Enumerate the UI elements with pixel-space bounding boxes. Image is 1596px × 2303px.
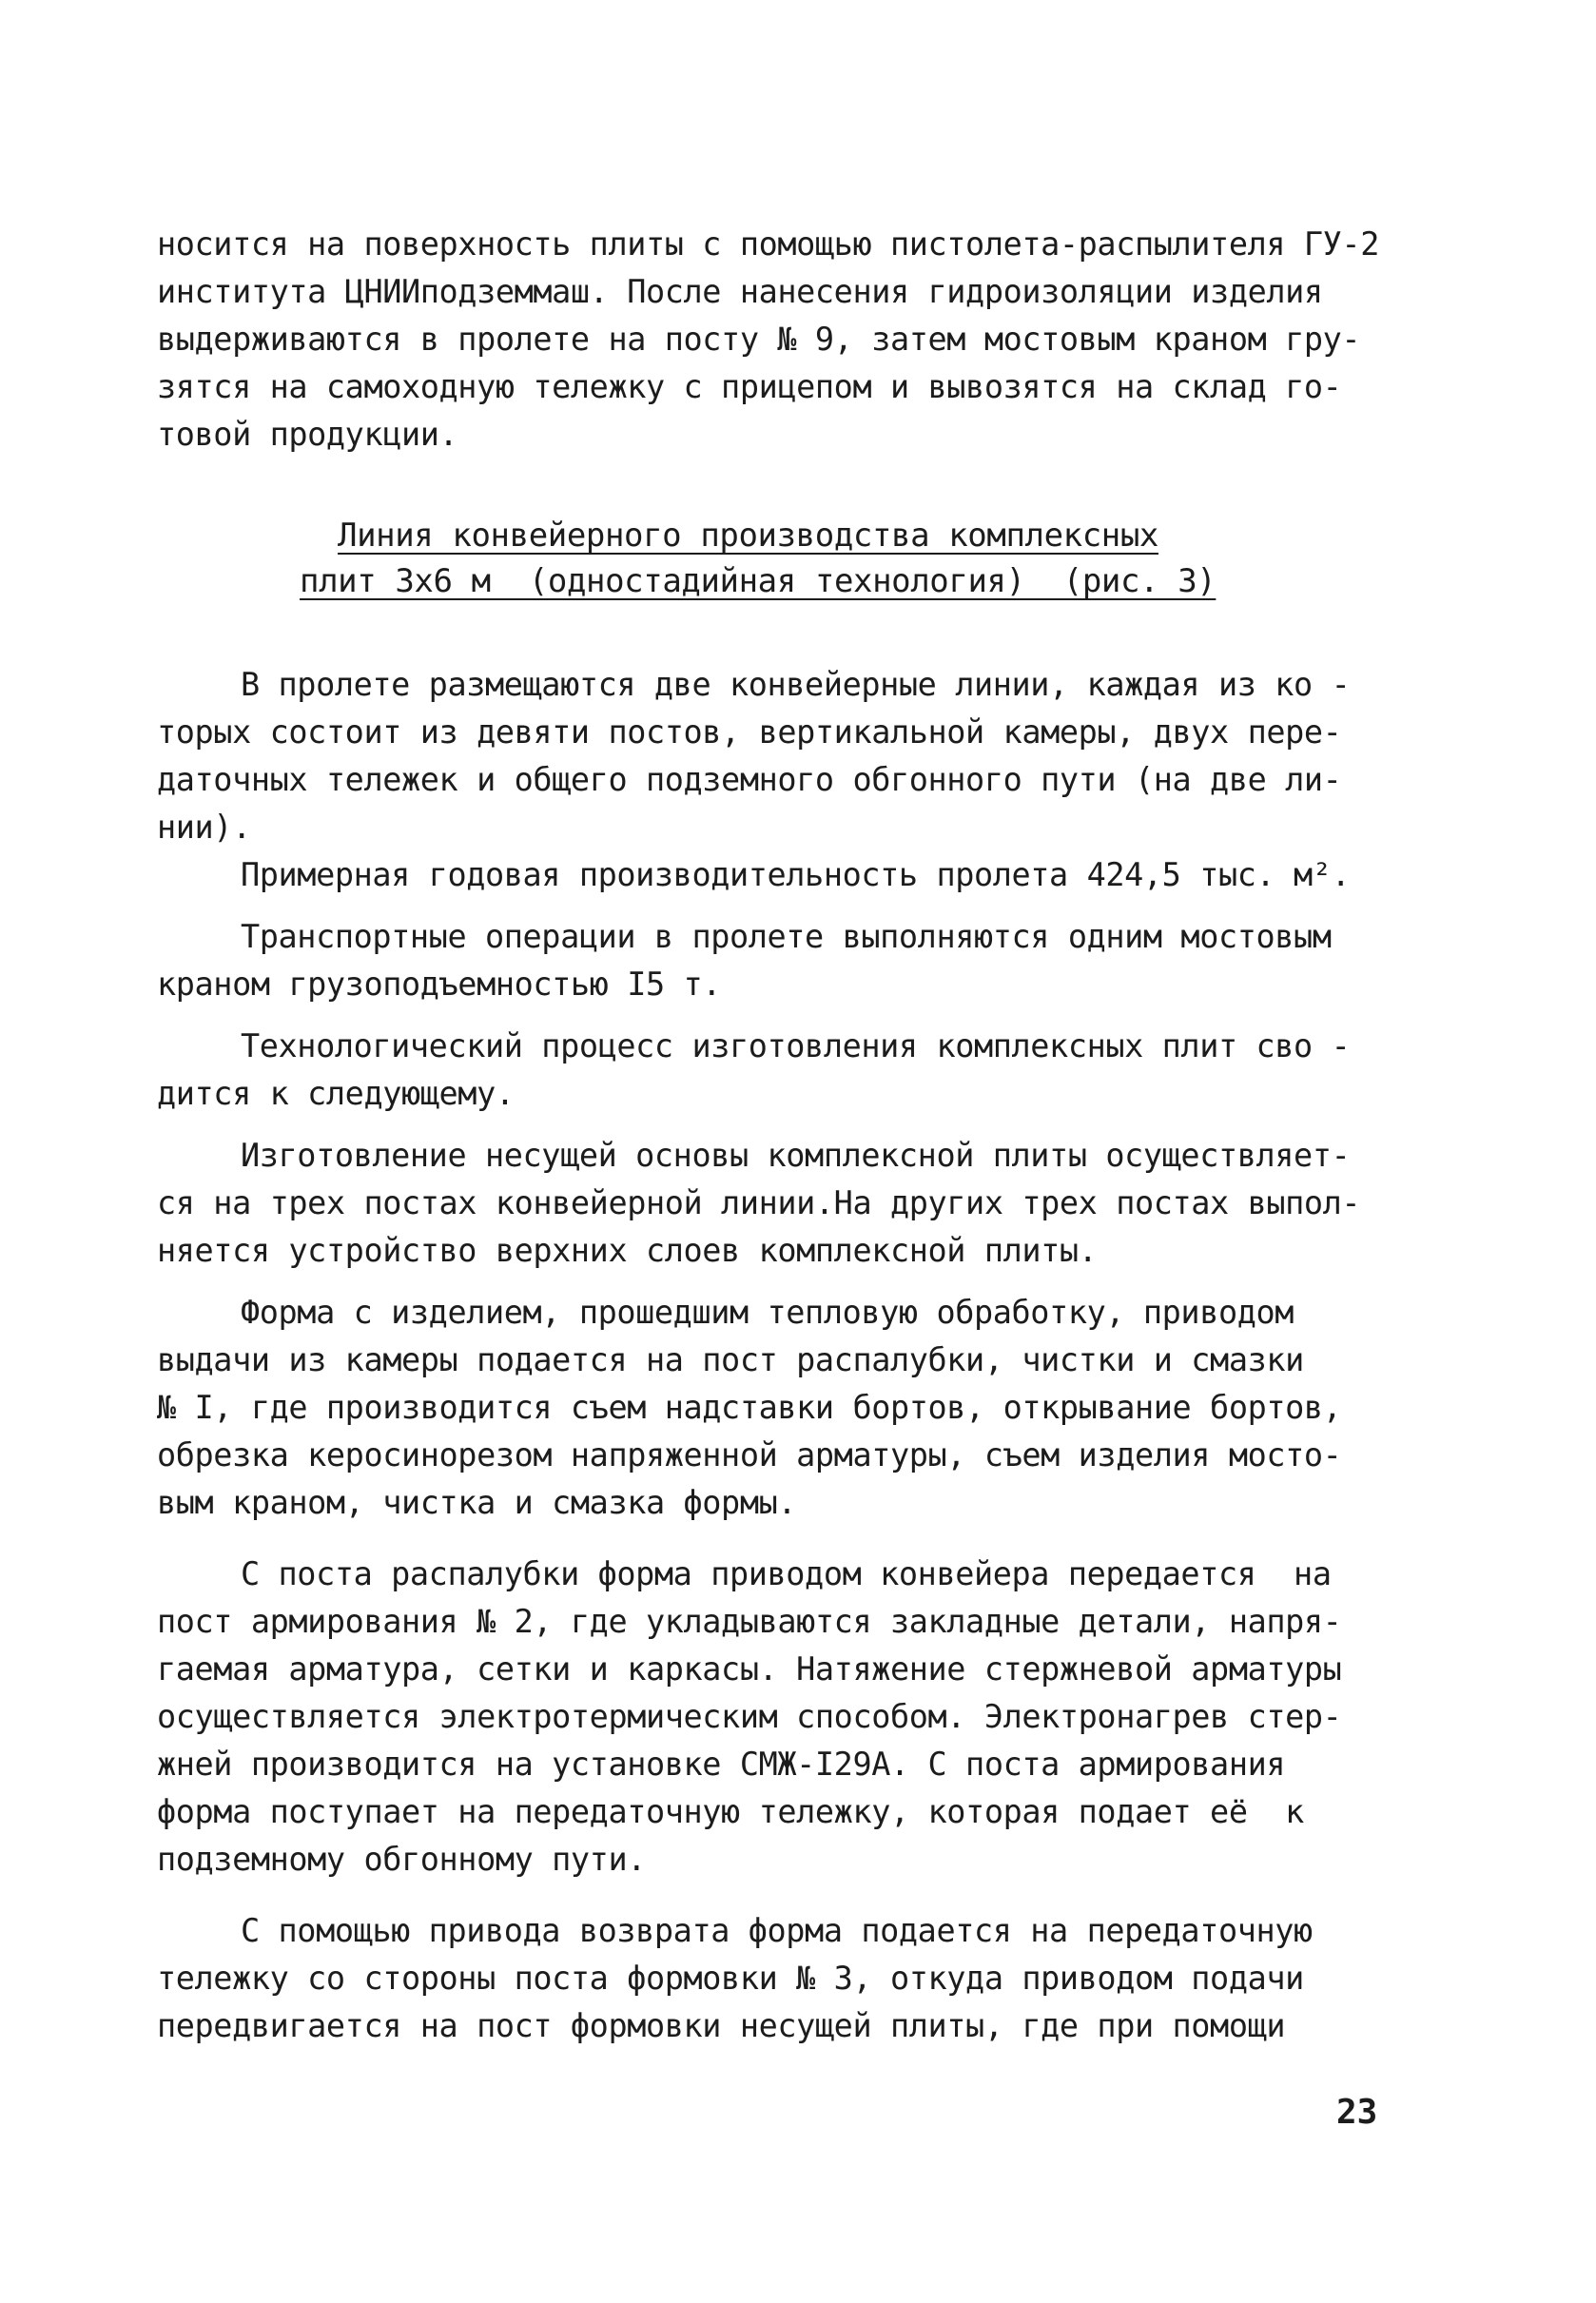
text-line: дится к следующему. [157, 1075, 515, 1112]
text-line: передвигается на пост формовки несущей плиты, где при помощи [157, 2007, 1286, 2044]
section-heading-line-2: плит 3х6 м (одностадийная технология) (рис. 3) [300, 562, 1216, 600]
text-line: Форма с изделием, прошедшим тепловую обработку, приводом [241, 1294, 1294, 1331]
paragraph [157, 1132, 1422, 1275]
text-line: товой продукции. [157, 416, 458, 453]
text-line: ся на трех постах конвейерной линии.На других трех постах выпол- [157, 1184, 1361, 1221]
text-line: тележку со стороны поста формовки № 3, откуда приводом подачи [157, 1960, 1304, 1997]
text-line: носится на поверхность плиты с помощью пистолета-распылителя ГУ-2 [157, 225, 1379, 263]
text-line: осуществляется электротермическим способом. Электронагрев стер- [157, 1698, 1342, 1735]
text-line: Примерная годовая производительность пролета 424,5 тыс. м². [241, 856, 1351, 893]
text-line: форма поступает на передаточную тележку, которая подает её к [157, 1793, 1304, 1830]
text-line: жней производится на установке СМЖ-I29А. С поста армирования [157, 1746, 1286, 1783]
text-line: гаемая арматура, сетки и каркасы. Натяжение стержневой арматуры [157, 1650, 1342, 1688]
text-line: нии). [157, 809, 251, 846]
paragraph [157, 913, 1422, 1008]
text-line: няется устройство верхних слоев комплексной плиты. [157, 1232, 1098, 1269]
text-line: В пролете размещаются две конвейерные линии, каждая из ко - [241, 666, 1351, 703]
text-line: даточных тележек и общего подземного обгонного пути (на две ли- [157, 761, 1342, 798]
text-line: С помощью привода возврата форма подается на передаточную [241, 1912, 1313, 1949]
text-line: краном грузоподъемностью I5 т. [157, 966, 722, 1003]
text-line: выдерживаются в пролете на посту № 9, затем мостовым краном гру- [157, 321, 1361, 358]
text-line: Транспортные операции в пролете выполняются одним мостовым [241, 918, 1332, 955]
paragraph [157, 661, 1422, 851]
text-line: С поста распалубки форма приводом конвейера передается на [241, 1555, 1332, 1592]
section-heading-line-1: Линия конвейерного производства комплексных [338, 517, 1158, 555]
paragraph [157, 851, 1422, 899]
text-line: № I, где производится съем надставки бортов, открывание бортов, [157, 1389, 1342, 1426]
text-line: зятся на самоходную тележку с прицепом и вывозятся на склад го- [157, 368, 1342, 405]
text-line: Изготовление несущей основы комплексной плиты осуществляет- [241, 1137, 1351, 1174]
paragraph [157, 1289, 1422, 1527]
text-line: Технологический процесс изготовления комплексных плит сво - [241, 1027, 1351, 1064]
paragraph [157, 1551, 1422, 1883]
text-line: обрезка керосинорезом напряженной арматуры, съем изделия мосто- [157, 1436, 1342, 1474]
text-line: торых состоит из девяти постов, вертикальной камеры, двух пере- [157, 713, 1342, 751]
paragraph [157, 1023, 1422, 1118]
text-line: выдачи из камеры подается на пост распалубки, чистки и смазки [157, 1341, 1304, 1378]
paragraph-intro [157, 221, 1422, 459]
text-line: пост армирования № 2, где укладываются закладные детали, напря- [157, 1603, 1342, 1640]
text-line: вым краном, чистка и смазка формы. [157, 1484, 797, 1521]
text-line: института ЦНИИподземмаш. После нанесения гидроизоляции изделия [157, 273, 1323, 310]
text-line: подземному обгонному пути. [157, 1841, 646, 1878]
page-number: 23 [1336, 2093, 1378, 2132]
paragraph [157, 1907, 1422, 2050]
